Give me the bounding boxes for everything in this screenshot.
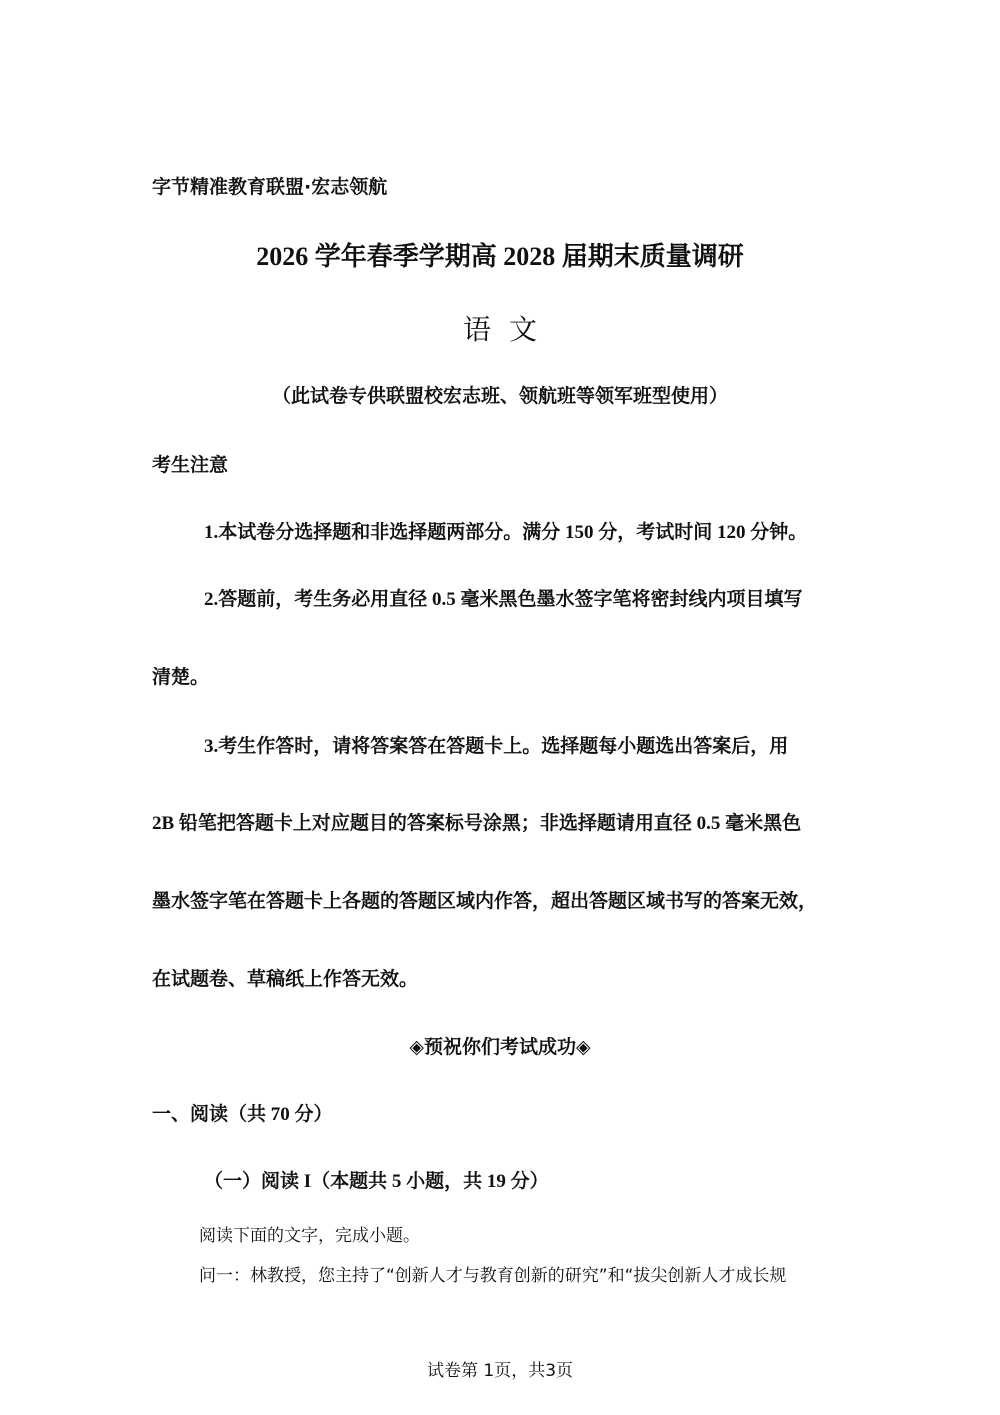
reading-instruction: 阅读下面的文字，完成小题。	[199, 1226, 420, 1246]
notice-line-3: 清楚。	[152, 667, 210, 688]
exam-title: 2026 学年春季学期高 2028 届期末质量调研	[256, 242, 744, 271]
notice-line-7: 在试题卷、草稿纸上作答无效。	[152, 969, 419, 990]
notice-line-1: 1.本试卷分选择题和非选择题两部分。满分 150 分，考试时间 120 分钟。	[204, 522, 808, 543]
usage-scope-note: （此试卷专供联盟校宏志班、领航班等领军班型使用）	[271, 385, 728, 407]
notice-line-5: 2B 铅笔把答题卡上对应题目的答案标号涂黑；非选择题请用直径 0.5 毫米黑色	[152, 813, 802, 834]
good-luck-banner: ◈预祝你们考试成功◈	[409, 1036, 591, 1058]
page-footer: 试卷第 1页，共3页	[426, 1361, 574, 1381]
notice-line-2: 2.答题前，考生务必用直径 0.5 毫米黑色墨水签字笔将密封线内项目填写	[204, 589, 803, 610]
passage-text: 问一：林教授，您主持了“创新人才与教育创新的研究”和“拔尖创新人才成长规	[199, 1266, 787, 1286]
section-heading: 一、阅读（共 70 分）	[152, 1104, 333, 1125]
subject-title: 语文	[462, 313, 555, 346]
notice-heading: 考生注意	[152, 454, 229, 476]
notice-line-4: 3.考生作答时，请将答案答在答题卡上。选择题每小题选出答案后，用	[204, 736, 789, 757]
subsection-heading: （一）阅读 I（本题共 5 小题，共 19 分）	[204, 1171, 549, 1192]
organization-name: 字节精准教育联盟·宏志领航	[152, 176, 388, 198]
notice-line-6: 墨水签字笔在答题卡上各题的答题区域内作答，超出答题区域书写的答案无效，	[152, 891, 818, 912]
